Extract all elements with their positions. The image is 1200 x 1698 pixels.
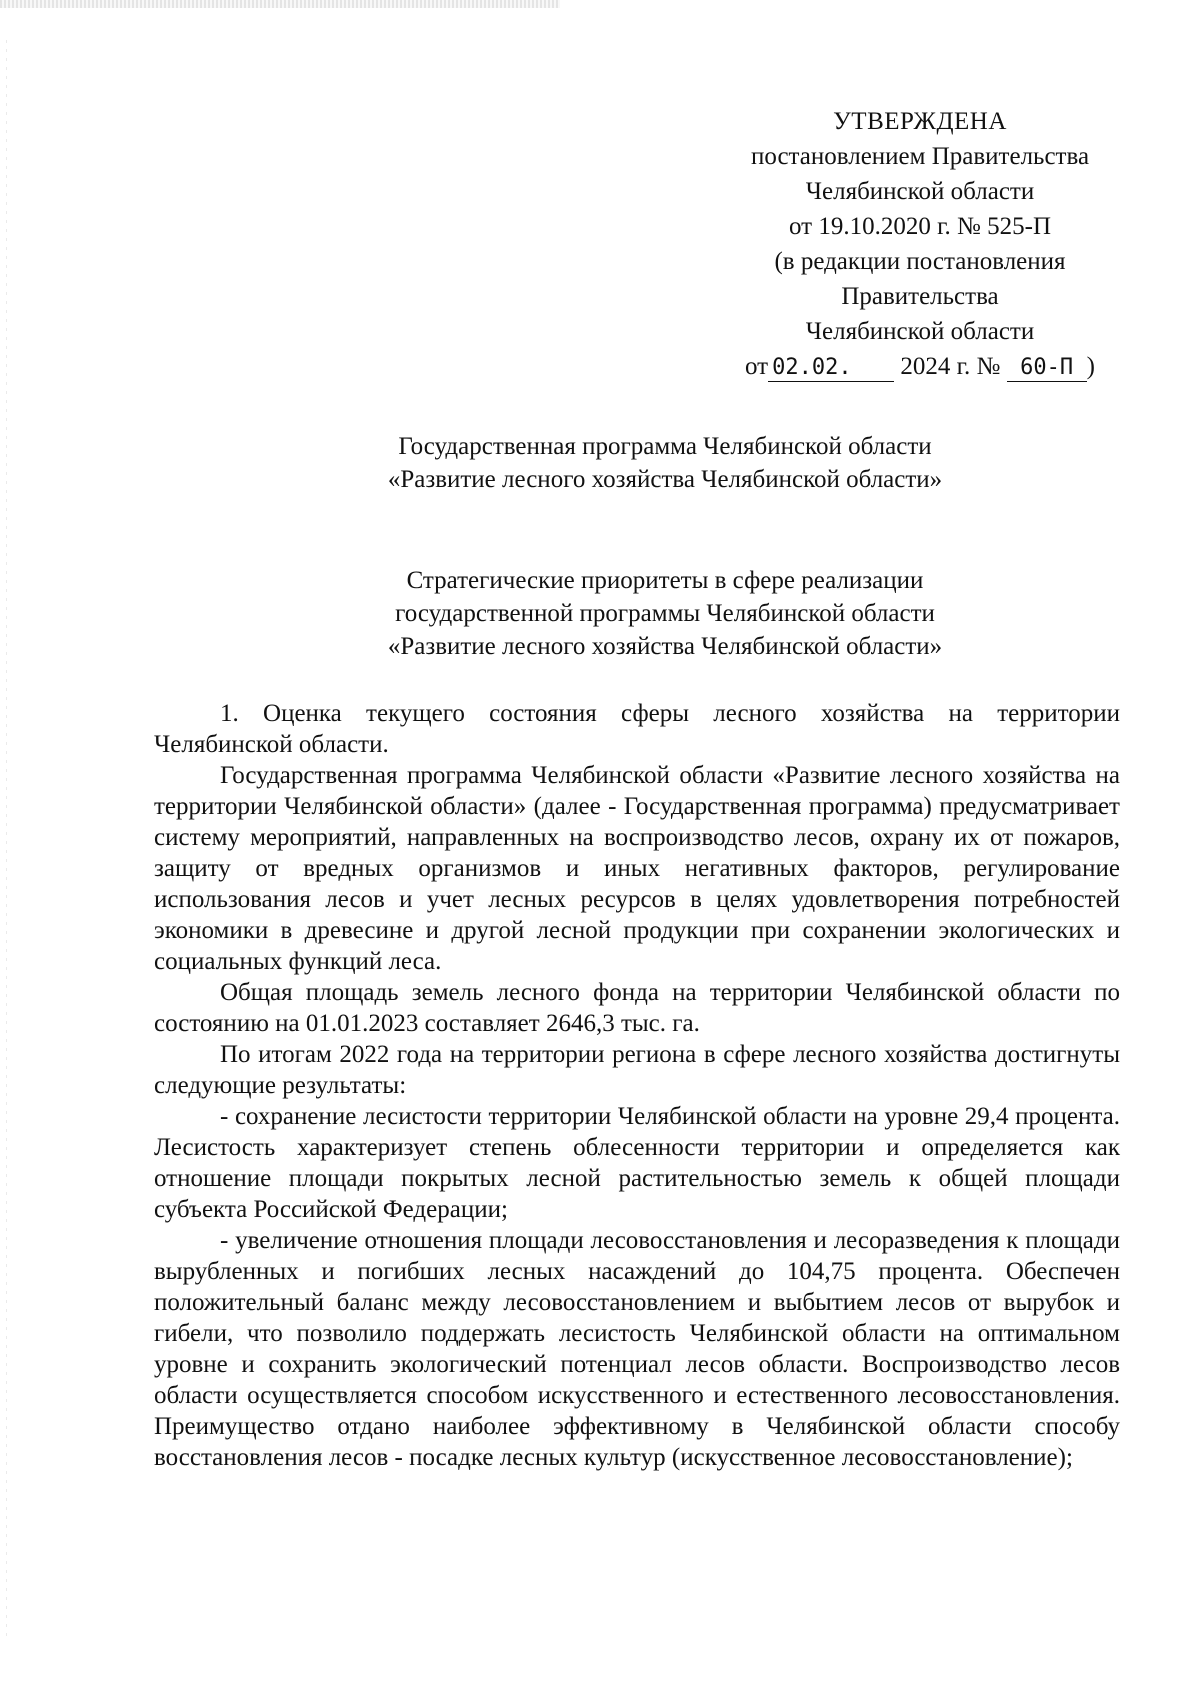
approval-stamp-block [700, 104, 1140, 384]
body-paragraph: Общая площадь земель лесного фонда на территории Челябинской области по состоянию на 01.01.2023 составляет 2646,3 тыс. га. [154, 979, 1120, 1037]
section-title-line: государственной программы Челябинской области [395, 600, 935, 627]
amendment-prefix: от [745, 353, 769, 380]
body-paragraph: По итогам 2022 года на территории региона в сфере лесного хозяйства достигнуты следующие результаты: [154, 1041, 1120, 1099]
amendment-date-field: 02.02. [768, 355, 894, 382]
section-title [150, 564, 1180, 663]
section-title-line: «Развитие лесного хозяйства Челябинской области» [387, 633, 943, 660]
body-paragraph: - увеличение отношения площади лесовосстановления и лесоразведения к площади вырубленных и погибших лесных насаждений до 104,75 процента. Обеспечен положительный баланс между лесовосстановлением и выбытием лесов от вырубок и гибели, что позволило поддержать лесистость Челябинской области на оптимальном уровне и сохранить экологический потенциал лесов области. Воспроизводство лесов области осуществляется способом искусственного и естественного лесовосстановления. Преимущество отдано наиболее эффективному в Челябинской области способу восстановления лесов - посадке лесных культур (искусственное лесовосстановление); [154, 1227, 1120, 1471]
program-title-line: «Развитие лесного хозяйства Челябинской области» [387, 466, 943, 493]
document-body [154, 698, 1120, 1473]
amendment-year: 2024 г. № [900, 353, 1001, 380]
section-title-line: Стратегические приоритеты в сфере реализации [406, 567, 924, 594]
approval-title: УТВЕРЖДЕНА [833, 108, 1007, 135]
approval-line: от 19.10.2020 г. № 525-П [788, 213, 1051, 240]
amendment-line [700, 349, 1140, 384]
body-paragraph: Государственная программа Челябинской области «Развитие лесного хозяйства на территории Челябинской области» (далее - Государственная программа) предусматривает систему мероприятий, направленных на воспроизводство лесов, охрану их от пожаров, защиту от вредных организмов и иных негативных факторов, регулирование использования лесов и учет лесных ресурсов в целях удовлетворения потребностей экономики в древесине и другой лесной продукции при сохранении экологических и социальных функций леса. [154, 762, 1120, 975]
scan-margin-artifact [6, 40, 7, 1640]
approval-line: Челябинской области [805, 178, 1035, 205]
scan-edge-artifact [0, 0, 560, 8]
program-title-line: Государственная программа Челябинской области [398, 433, 932, 460]
program-title [150, 430, 1180, 496]
approval-line: (в редакции постановления [774, 248, 1066, 275]
approval-line: Челябинской области [805, 318, 1035, 345]
amendment-close: ) [1086, 353, 1095, 380]
body-paragraph: - сохранение лесистости территории Челябинской области на уровне 29,4 процента. Лесистость характеризует степень облесенности территории и определяется как отношение площади покрытых лесной растительностью земель к общей площади субъекта Российской Федерации; [154, 1103, 1120, 1223]
approval-line: постановлением Правительства [750, 143, 1090, 170]
approval-line: Правительства [841, 283, 999, 310]
amendment-number-field: 60-П [1007, 355, 1087, 382]
body-paragraph: 1. Оценка текущего состояния сферы лесного хозяйства на территории Челябинской области. [154, 700, 1120, 758]
